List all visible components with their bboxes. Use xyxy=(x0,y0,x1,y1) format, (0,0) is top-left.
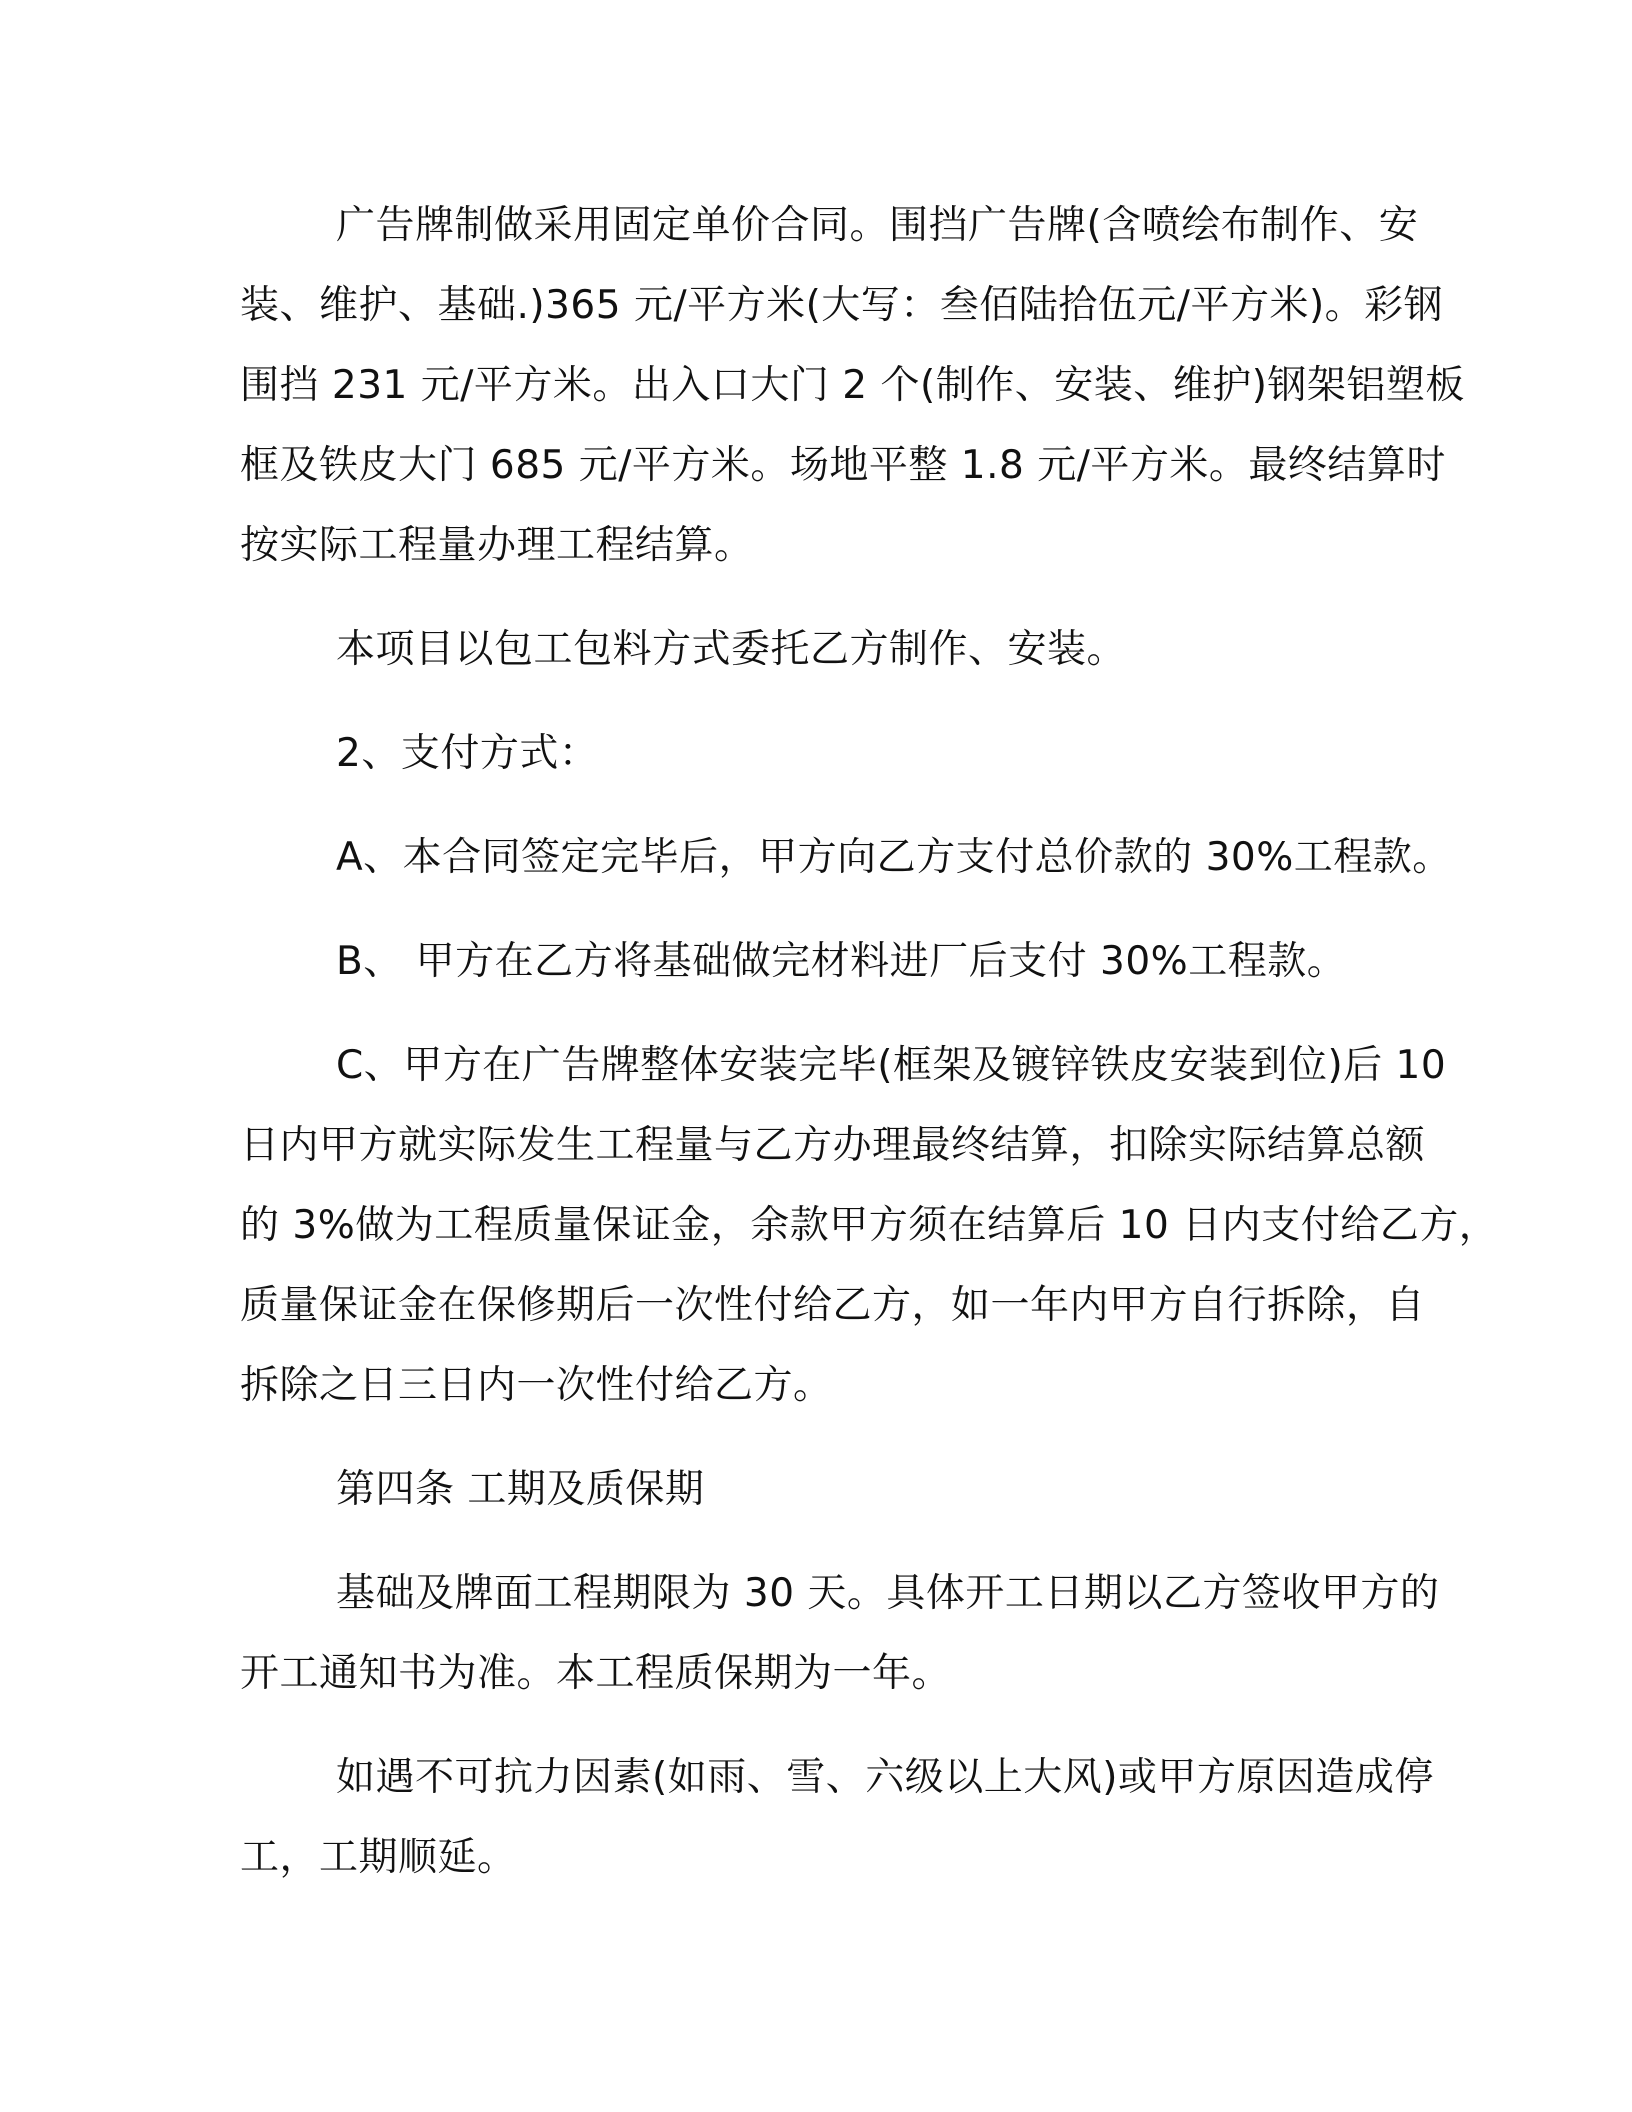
text-line: 基础及牌面工程期限为 30 天。具体开工日期以乙方签收甲方的 xyxy=(336,1571,1440,1616)
paragraph-force-majeure xyxy=(240,1738,1434,1898)
text-line: 日内甲方就实际发生工程量与乙方办理最终结算，扣除实际结算总额 xyxy=(240,1123,1426,1168)
text-line: 本项目以包工包料方式委托乙方制作、安装。 xyxy=(336,627,1127,672)
text-line: 围挡 231 元/平方米。出入口大门 2 个(制作、安装、维护)钢架铝塑板 xyxy=(240,363,1465,408)
payment-item-b xyxy=(240,922,1390,1002)
paragraph-spacer xyxy=(240,1714,1390,1738)
paragraph-spacer xyxy=(240,586,1390,610)
text-line: 按实际工程量办理工程结算。 xyxy=(240,523,754,568)
text-line: 如遇不可抗力因素(如雨、雪、六级以上大风)或甲方原因造成停 xyxy=(336,1755,1434,1800)
paragraph-unit-price xyxy=(240,186,1465,586)
text-line: 拆除之日三日内一次性付给乙方。 xyxy=(240,1363,833,1408)
payment-item-a xyxy=(240,818,1452,898)
text-line: B、 甲方在乙方将基础做完材料进厂后支付 30%工程款。 xyxy=(336,939,1347,984)
paragraph-spacer xyxy=(240,794,1390,818)
text-line: 的 3%做为工程质量保证金，余款甲方须在结算后 10 日内支付给乙方， xyxy=(240,1203,1499,1248)
text-line: 开工通知书为准。本工程质保期为一年。 xyxy=(240,1651,952,1696)
text-line: 广告牌制做采用固定单价合同。围挡广告牌(含喷绘布制作、安 xyxy=(336,203,1419,248)
text-line: 2、支付方式： xyxy=(336,731,599,776)
payment-item-c xyxy=(240,1026,1499,1426)
paragraph-spacer xyxy=(240,1426,1390,1450)
paragraph-spacer xyxy=(240,1002,1390,1026)
text-line: 装、维护、基础.)365 元/平方米(大写：叁佰陆拾伍元/平方米)。彩钢 xyxy=(240,283,1444,328)
paragraph-spacer xyxy=(240,1530,1390,1554)
paragraph-construction-period xyxy=(240,1554,1440,1714)
text-line: 第四条 工期及质保期 xyxy=(336,1467,705,1512)
text-line: A、本合同签定完毕后，甲方向乙方支付总价款的 30%工程款。 xyxy=(336,835,1452,880)
text-line: 质量保证金在保修期后一次性付给乙方，如一年内甲方自行拆除，自 xyxy=(240,1283,1426,1328)
contract-body xyxy=(240,186,1499,1898)
heading-payment-method xyxy=(240,714,1390,794)
text-line: C、甲方在广告牌整体安装完毕(框架及镀锌铁皮安装到位)后 10 xyxy=(336,1043,1447,1088)
paragraph-contract-mode xyxy=(240,610,1390,690)
heading-article-four xyxy=(240,1450,1390,1530)
text-line: 框及铁皮大门 685 元/平方米。场地平整 1.8 元/平方米。最终结算时 xyxy=(240,443,1446,488)
paragraph-spacer xyxy=(240,690,1390,714)
paragraph-spacer xyxy=(240,898,1390,922)
text-line: 工，工期顺延。 xyxy=(240,1835,517,1880)
